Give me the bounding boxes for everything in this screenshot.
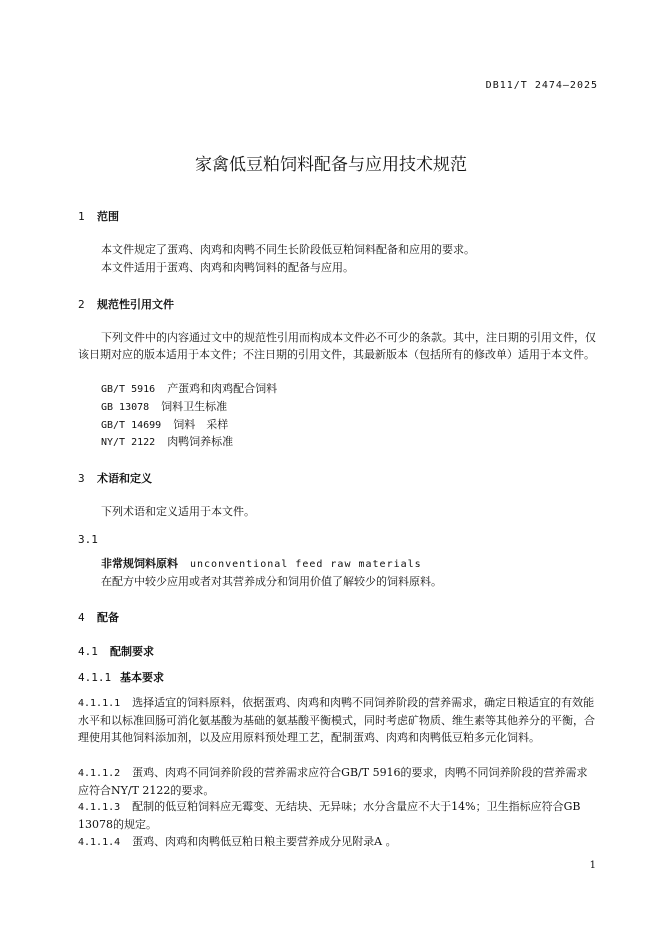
clause-text: 蛋鸡、肉鸡不同饲养阶段的营养需求应符合GB/T 5916的要求，肉鸭不同饲养阶段的营养需求应符合NY/T 2122的要求。 xyxy=(78,766,588,797)
term-english: unconventional feed raw materials xyxy=(190,559,422,570)
subsection-4-1-1-heading xyxy=(78,669,164,685)
section-3-heading xyxy=(78,470,152,486)
reference-code: GB/T 14699 xyxy=(101,420,162,431)
reference-item xyxy=(101,416,228,434)
page-number: 1 xyxy=(589,860,596,871)
clause-text: 选择适宜的饲料原料，依据蛋鸡、肉鸡和肉鸭不同饲养阶段的营养需求，确定日粮适宜的有效能水平和以标准回肠可消化氨基酸为基础的氨基酸平衡模式，同时考虑矿物质、维生素等其他养分的平衡，合理使用其他饲料添加剂，以及应用原料预处理工艺，配制蛋鸡、肉鸡和肉鸭低豆粕多元化饲料。 xyxy=(78,696,595,744)
reference-name: 饲料卫生标准 xyxy=(161,400,228,413)
clause-number: 4.1.1.2 xyxy=(78,768,121,779)
reference-code: GB 13078 xyxy=(101,402,150,413)
section-4-number: 4 xyxy=(78,611,85,624)
subsection-4-1-1-number: 4.1.1 xyxy=(78,671,112,684)
reference-item xyxy=(101,433,233,451)
section-3-number: 3 xyxy=(78,472,85,485)
clause-text: 配制的低豆粕饲料应无霉变、无结块、无异味；水分含量应不大于14%；卫生指标应符合GB 13078的规定。 xyxy=(78,800,581,831)
clause-text: 蛋鸡、肉鸡和肉鸭低豆粕日粮主要营养成分见附录A 。 xyxy=(132,835,397,848)
reference-name: 产蛋鸡和肉鸡配合饲料 xyxy=(167,382,278,395)
section-4-heading xyxy=(78,609,119,625)
document-code: DB11/T 2474—2025 xyxy=(485,80,598,91)
section-3-paragraph: 下列术语和定义适用于本文件。 xyxy=(101,505,255,518)
subsection-4-1-heading xyxy=(78,643,154,659)
reference-name: 肉鸭饲养标准 xyxy=(167,435,234,448)
reference-item xyxy=(101,380,277,398)
section-1-paragraph-2: 本文件适用于蛋鸡、肉鸡和肉鸭饲料的配备与应用。 xyxy=(101,261,354,274)
section-2-title: 规范性引用文件 xyxy=(97,298,174,311)
section-1-paragraph-1: 本文件规定了蛋鸡、肉鸡和肉鸭不同生长阶段低豆粕饲料配备和应用的要求。 xyxy=(101,243,475,256)
clause-number: 4.1.1.3 xyxy=(78,802,121,813)
section-2-paragraph: 下列文件中的内容通过文中的规范性引用而构成本文件必不可少的条款。其中，注日期的引用文件，仅该日期对应的版本适用于本文件；不注日期的引用文件，其最新版本（包括所有的修改单）适用于本文件。 xyxy=(78,331,596,361)
term-entry xyxy=(101,555,581,573)
subsection-4-1-1-title: 基本要求 xyxy=(120,671,164,684)
section-1-heading xyxy=(78,208,119,224)
clause-number: 4.1.1.4 xyxy=(78,837,121,848)
section-2-number: 2 xyxy=(78,298,85,311)
subsection-4-1-number: 4.1 xyxy=(78,645,98,658)
section-1-title: 范围 xyxy=(97,210,119,223)
subsection-3-1-number: 3.1 xyxy=(78,533,98,546)
document-title: 家禽低豆粕饲料配备与应用技术规范 xyxy=(195,155,467,175)
clause-4-1-1-4 xyxy=(78,833,598,851)
section-2-heading xyxy=(78,296,174,312)
term-definition: 在配方中较少应用或者对其营养成分和饲用价值了解较少的饲料原料。 xyxy=(101,575,442,588)
clause-number: 4.1.1.1 xyxy=(78,698,121,709)
reference-item xyxy=(101,398,227,416)
term-chinese: 非常规饲料原料 xyxy=(101,557,178,570)
reference-code: GB/T 5916 xyxy=(101,384,156,395)
clause-4-1-1-2 xyxy=(78,764,598,799)
reference-code: NY/T 2122 xyxy=(101,437,156,448)
section-1-number: 1 xyxy=(78,210,85,223)
section-4-title: 配备 xyxy=(97,611,119,624)
subsection-4-1-title: 配制要求 xyxy=(110,645,154,658)
reference-name: 饲料 采样 xyxy=(173,418,229,431)
section-3-title: 术语和定义 xyxy=(97,472,152,485)
clause-4-1-1-1 xyxy=(78,694,598,746)
clause-4-1-1-3 xyxy=(78,798,598,833)
